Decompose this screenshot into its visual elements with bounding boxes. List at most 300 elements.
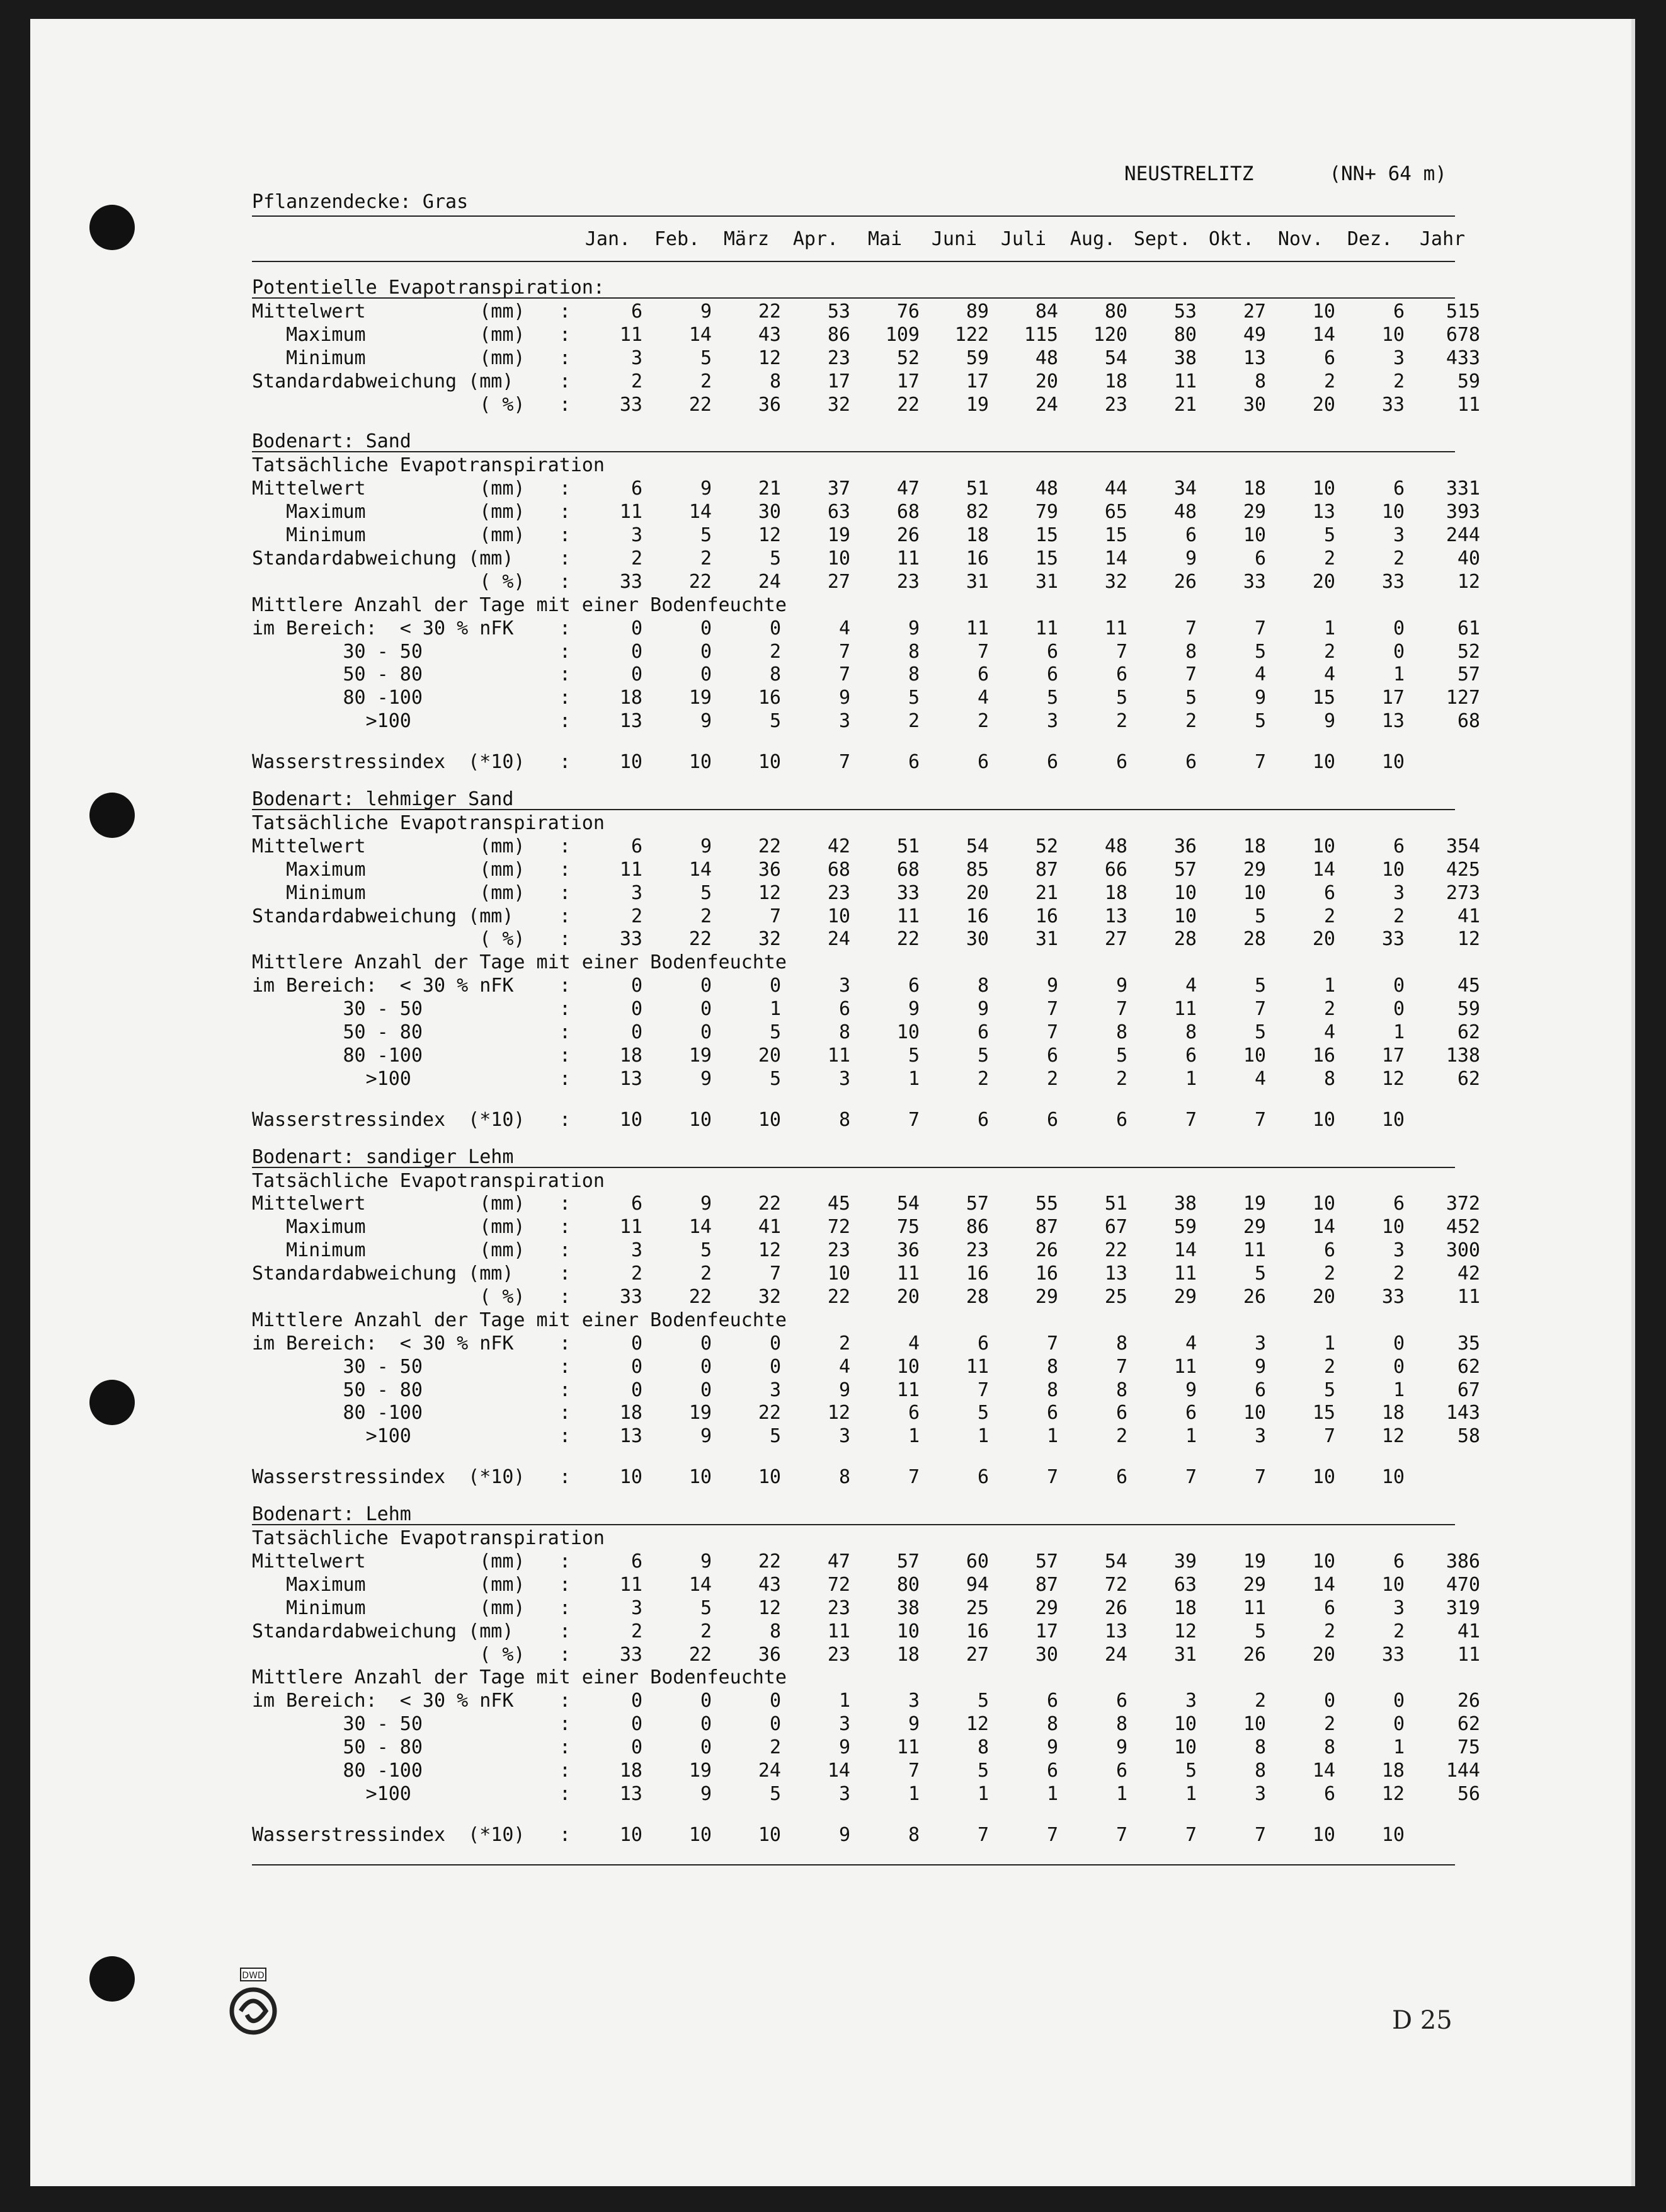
cell-value: 21 <box>1035 881 1058 904</box>
cell-value: 19 <box>688 1760 712 1782</box>
cell-value: 17 <box>827 370 850 393</box>
cell-value: 244 <box>1446 524 1480 547</box>
cell-value: 18 <box>619 1044 642 1067</box>
cell-value: 0 <box>630 663 642 686</box>
cell-value: 11 <box>1457 1643 1480 1666</box>
table-row <box>252 1239 1480 1262</box>
cell-value: 9 <box>700 1193 712 1215</box>
table-row <box>252 370 1480 393</box>
cell-value: 33 <box>619 393 642 416</box>
cell-value: 22 <box>896 393 920 416</box>
spacer <box>252 1091 1455 1108</box>
table-body <box>252 277 1480 1865</box>
cell-value: 0 <box>769 617 781 639</box>
cell-value: 51 <box>896 835 920 857</box>
cell-value: 8 <box>1185 640 1197 663</box>
cell-value: 34 <box>1173 478 1197 500</box>
cell-value: 7 <box>1046 1332 1058 1355</box>
row-colon: : <box>559 998 571 1021</box>
cell-value: 18 <box>619 1402 642 1424</box>
row-colon: : <box>559 501 571 524</box>
row-colon: : <box>559 640 571 663</box>
cell-value: 36 <box>1173 835 1197 857</box>
cell-value: 354 <box>1446 835 1480 857</box>
cell-value: 515 <box>1446 300 1480 323</box>
row-label: 50 - 80 <box>252 1021 514 1043</box>
cell-value: 3 <box>1393 524 1405 547</box>
cell-value: 16 <box>966 905 989 927</box>
cell-value: 8 <box>908 1823 920 1846</box>
cell-value: 13 <box>1104 1263 1127 1285</box>
row-label: Standardabweichung (mm) <box>252 905 514 927</box>
cell-value: 7 <box>838 640 850 663</box>
cell-value: 32 <box>758 1286 781 1308</box>
cell-value: 1 <box>838 1690 850 1712</box>
cell-value: 23 <box>827 881 850 904</box>
cell-value: 43 <box>758 1573 781 1596</box>
cell-value: 372 <box>1446 1193 1480 1215</box>
cell-value: 10 <box>1173 1713 1197 1736</box>
cell-value: 36 <box>758 1643 781 1666</box>
cell-value: 6 <box>1185 1044 1197 1067</box>
row-label: Minimum (mm) <box>252 1596 525 1619</box>
row-label: Minimum (mm) <box>252 524 525 547</box>
cell-value: 16 <box>1312 1044 1335 1067</box>
cell-value: 0 <box>769 1713 781 1736</box>
cell-value: 15 <box>1312 1402 1335 1424</box>
cell-value: 11 <box>1173 1355 1197 1378</box>
cell-value: 4 <box>1185 1332 1197 1355</box>
cell-value: 0 <box>700 1332 712 1355</box>
cell-value: 24 <box>1035 393 1058 416</box>
row-colon: : <box>559 1044 571 1067</box>
cell-value: 10 <box>688 1823 712 1846</box>
cell-value: 9 <box>977 998 989 1021</box>
cell-value: 115 <box>1024 323 1058 346</box>
table-row <box>252 927 1480 951</box>
cell-value: 5 <box>700 524 712 547</box>
cell-value: 5 <box>700 347 712 369</box>
row-colon: : <box>559 710 571 733</box>
row-label: Standardabweichung (mm) <box>252 1620 514 1642</box>
cell-value: 36 <box>758 393 781 416</box>
cell-value: 14 <box>1173 1239 1197 1262</box>
cell-value: 29 <box>1035 1286 1058 1308</box>
row-label: 50 - 80 <box>252 663 514 686</box>
cell-value: 6 <box>1046 663 1058 686</box>
row-label: Mittelwert (mm) <box>252 835 525 857</box>
cell-value: 2 <box>700 547 712 570</box>
cell-value: 59 <box>1173 1216 1197 1239</box>
cell-value: 12 <box>1381 1782 1405 1805</box>
cell-value: 14 <box>1312 858 1335 881</box>
cell-value: 0 <box>630 998 642 1021</box>
cell-value: 2 <box>630 905 642 927</box>
cell-value: 2 <box>1185 710 1197 733</box>
cell-value: 2 <box>1323 998 1335 1021</box>
cell-value: 48 <box>1173 501 1197 524</box>
row-label: im Bereich: < 30 % nFK <box>252 975 514 997</box>
cell-value: 14 <box>827 1760 850 1782</box>
cell-value: 20 <box>1312 1643 1335 1666</box>
cell-value: 386 <box>1446 1550 1480 1573</box>
table-row <box>252 347 1480 370</box>
cell-value: 0 <box>700 640 712 663</box>
row-label: Mittelwert (mm) <box>252 1193 525 1215</box>
cell-value: 2 <box>1393 1620 1405 1642</box>
cell-value: 10 <box>758 1823 781 1846</box>
cell-value: 6 <box>1046 1760 1058 1782</box>
cell-value: 9 <box>1115 1736 1127 1759</box>
cell-value: 7 <box>1046 1823 1058 1846</box>
cell-value: 7 <box>908 1760 920 1782</box>
cell-value: 13 <box>619 710 642 733</box>
row-colon: : <box>559 1550 571 1573</box>
cell-value: 3 <box>1393 1596 1405 1619</box>
row-label: ( %) <box>252 570 525 593</box>
row-label: ( %) <box>252 1643 525 1666</box>
cell-value: 15 <box>1104 524 1127 547</box>
row-label: 50 - 80 <box>252 1378 514 1401</box>
cell-value: 9 <box>1185 547 1197 570</box>
cell-value: 57 <box>896 1550 920 1573</box>
cell-value: 3 <box>630 1596 642 1619</box>
cell-value: 9 <box>838 1378 850 1401</box>
cell-value: 86 <box>966 1216 989 1239</box>
row-label: >100 <box>252 710 514 733</box>
cell-value: 33 <box>1381 570 1405 593</box>
cell-value: 10 <box>758 1108 781 1131</box>
table-row <box>252 1782 1480 1806</box>
cell-value: 31 <box>1035 570 1058 593</box>
cell-value: 63 <box>827 501 850 524</box>
table-row <box>252 1573 1480 1596</box>
cell-value: 0 <box>1393 1690 1405 1712</box>
cell-value: 31 <box>1035 928 1058 951</box>
cell-value: 9 <box>1115 975 1127 997</box>
cell-value: 29 <box>1243 1573 1266 1596</box>
page-number: D 25 <box>1392 2006 1452 2035</box>
row-colon: : <box>559 1108 571 1131</box>
cell-value: 8 <box>838 1021 850 1043</box>
cell-value: 678 <box>1446 323 1480 346</box>
cell-value: 10 <box>1312 1466 1335 1489</box>
cell-value: 4 <box>908 1332 920 1355</box>
row-label: Minimum (mm) <box>252 347 525 369</box>
cell-value: 6 <box>630 478 642 500</box>
table-row <box>252 1285 1480 1309</box>
cell-value: 8 <box>838 1108 850 1131</box>
subsection-title: Tatsächliche Evapotranspiration <box>252 454 605 477</box>
cell-value: 9 <box>1046 1736 1058 1759</box>
cell-value: 2 <box>1323 1620 1335 1642</box>
table-row <box>252 547 1480 570</box>
cell-value: 7 <box>1254 1823 1266 1846</box>
cell-value: 6 <box>1393 300 1405 323</box>
cell-value: 14 <box>1312 1760 1335 1782</box>
cell-value: 48 <box>1104 835 1127 857</box>
table-row <box>252 300 1480 323</box>
cell-value: 17 <box>1035 1620 1058 1642</box>
cell-value: 11 <box>827 1620 850 1642</box>
cell-value: 10 <box>1243 1044 1266 1067</box>
cell-value: 33 <box>1381 1643 1405 1666</box>
cell-value: 5 <box>1115 1044 1127 1067</box>
cell-value: 61 <box>1457 617 1480 639</box>
cell-value: 1 <box>908 1782 920 1805</box>
cell-value: 22 <box>758 1193 781 1215</box>
cell-value: 52 <box>896 347 920 369</box>
cell-value: 22 <box>758 835 781 857</box>
cell-value: 10 <box>1173 881 1197 904</box>
spacer <box>252 1806 1455 1823</box>
cell-value: 72 <box>827 1573 850 1596</box>
cell-value: 39 <box>1173 1550 1197 1573</box>
cell-value: 33 <box>619 1643 642 1666</box>
cell-value: 6 <box>1185 751 1197 774</box>
cell-value: 48 <box>1035 347 1058 369</box>
cell-value: 22 <box>758 300 781 323</box>
row-colon: : <box>559 370 571 393</box>
row-label: Mittelwert (mm) <box>252 478 525 500</box>
cell-value: 7 <box>1185 1466 1197 1489</box>
cell-value: 41 <box>758 1216 781 1239</box>
row-colon: : <box>559 1596 571 1619</box>
cell-value: 109 <box>885 323 920 346</box>
cell-value: 331 <box>1446 478 1480 500</box>
cell-value: 2 <box>1393 1263 1405 1285</box>
cell-value: 8 <box>1046 1378 1058 1401</box>
row-label: Standardabweichung (mm) <box>252 1263 514 1285</box>
cell-value: 2 <box>1323 640 1335 663</box>
cell-value: 21 <box>758 478 781 500</box>
table-row <box>252 1067 1480 1091</box>
cell-value: 10 <box>1381 1108 1405 1131</box>
cell-value: 7 <box>1115 640 1127 663</box>
cell-value: 0 <box>630 1736 642 1759</box>
cell-value: 11 <box>966 617 989 639</box>
spacer <box>252 733 1455 750</box>
cell-value: 1 <box>769 998 781 1021</box>
cell-value: 4 <box>977 687 989 709</box>
cell-value: 7 <box>908 1108 920 1131</box>
cell-value: 10 <box>1173 1736 1197 1759</box>
row-label: 30 - 50 <box>252 1713 514 1736</box>
row-colon: : <box>559 1760 571 1782</box>
cell-value: 0 <box>1393 998 1405 1021</box>
cell-value: 5 <box>908 1044 920 1067</box>
cell-value: 5 <box>769 1067 781 1090</box>
cell-value: 10 <box>1381 1466 1405 1489</box>
cell-value: 3 <box>1254 1782 1266 1805</box>
cell-value: 19 <box>1243 1550 1266 1573</box>
cell-value: 0 <box>1393 975 1405 997</box>
cell-value: 22 <box>1104 1239 1127 1262</box>
cell-value: 11 <box>1104 617 1127 639</box>
cell-value: 23 <box>827 1596 850 1619</box>
cell-value: 29 <box>1243 501 1266 524</box>
cell-value: 27 <box>827 570 850 593</box>
cell-value: 56 <box>1457 1782 1480 1805</box>
cell-value: 7 <box>1185 1823 1197 1846</box>
table-row <box>252 1193 1480 1216</box>
row-colon: : <box>559 1425 571 1448</box>
cell-value: 18 <box>1104 370 1127 393</box>
cell-value: 23 <box>827 347 850 369</box>
divider <box>252 1524 1455 1525</box>
month-header: März <box>723 227 770 250</box>
cell-value: 6 <box>1046 1108 1058 1131</box>
cell-value: 10 <box>1381 1573 1405 1596</box>
cell-value: 31 <box>1173 1643 1197 1666</box>
cell-value: 41 <box>1457 1620 1480 1642</box>
cell-value: 9 <box>700 710 712 733</box>
cell-value: 6 <box>977 663 989 686</box>
cell-value: 24 <box>1104 1643 1127 1666</box>
cell-value: 9 <box>700 1067 712 1090</box>
cell-value: 6 <box>1323 347 1335 369</box>
cell-value: 66 <box>1104 858 1127 881</box>
cell-value: 3 <box>630 881 642 904</box>
row-label: Wasserstressindex (*10) <box>252 751 525 774</box>
cell-value: 9 <box>700 1425 712 1448</box>
cell-value: 10 <box>896 1021 920 1043</box>
cell-value: 7 <box>1254 998 1266 1021</box>
stress-row <box>252 1465 1455 1489</box>
cell-value: 20 <box>1312 570 1335 593</box>
cell-value: 54 <box>1104 347 1127 369</box>
cell-value: 89 <box>966 300 989 323</box>
table-row <box>252 1759 1480 1782</box>
cell-value: 3 <box>769 1378 781 1401</box>
cell-value: 10 <box>896 1620 920 1642</box>
cell-value: 11 <box>1457 393 1480 416</box>
cell-value: 3 <box>1254 1332 1266 1355</box>
row-label: 80 -100 <box>252 1402 514 1424</box>
cell-value: 7 <box>977 1823 989 1846</box>
cell-value: 11 <box>896 1263 920 1285</box>
cell-value: 26 <box>1243 1286 1266 1308</box>
cell-value: 14 <box>1312 1216 1335 1239</box>
cell-value: 8 <box>1254 1736 1266 1759</box>
cell-value: 3 <box>630 1239 642 1262</box>
cell-value: 22 <box>896 928 920 951</box>
row-colon: : <box>559 1216 571 1239</box>
table-row <box>252 640 1480 663</box>
cell-value: 2 <box>1393 370 1405 393</box>
cell-value: 6 <box>1046 1690 1058 1712</box>
station-name: NEUSTRELITZ <box>1124 163 1254 185</box>
cell-value: 84 <box>1035 300 1058 323</box>
cell-value: 14 <box>688 323 712 346</box>
row-colon: : <box>559 524 571 547</box>
cell-value: 10 <box>688 751 712 774</box>
row-colon: : <box>559 1782 571 1805</box>
cell-value: 11 <box>619 858 642 881</box>
cell-value: 1 <box>1185 1782 1197 1805</box>
cell-value: 3 <box>838 975 850 997</box>
cell-value: 0 <box>630 617 642 639</box>
cell-value: 6 <box>977 1021 989 1043</box>
cell-value: 11 <box>896 1378 920 1401</box>
cell-value: 85 <box>966 858 989 881</box>
cell-value: 2 <box>769 640 781 663</box>
cell-value: 7 <box>1254 1108 1266 1131</box>
cell-value: 6 <box>1046 1044 1058 1067</box>
table-row <box>252 974 1480 997</box>
cell-value: 6 <box>908 975 920 997</box>
cell-value: 300 <box>1446 1239 1480 1262</box>
cell-value: 10 <box>1312 1108 1335 1131</box>
cell-value: 7 <box>1254 1466 1266 1489</box>
cell-value: 2 <box>1323 547 1335 570</box>
cell-value: 33 <box>1381 1286 1405 1308</box>
cell-value: 25 <box>966 1596 989 1619</box>
cell-value: 32 <box>758 928 781 951</box>
row-colon: : <box>559 1021 571 1043</box>
cell-value: 6 <box>1254 1378 1266 1401</box>
cell-value: 65 <box>1104 501 1127 524</box>
cell-value: 11 <box>966 1355 989 1378</box>
cell-value: 10 <box>1312 1823 1335 1846</box>
cell-value: 7 <box>1185 1108 1197 1131</box>
cell-value: 11 <box>1173 998 1197 1021</box>
cell-value: 470 <box>1446 1573 1480 1596</box>
station-header <box>1124 163 1447 185</box>
table-row <box>252 1424 1480 1448</box>
cell-value: 8 <box>838 1466 850 1489</box>
cell-value: 13 <box>1312 501 1335 524</box>
row-colon: : <box>559 1823 571 1846</box>
cell-value: 30 <box>758 501 781 524</box>
cell-value: 0 <box>700 1378 712 1401</box>
cell-value: 5 <box>1046 687 1058 709</box>
cell-value: 12 <box>758 1239 781 1262</box>
cell-value: 62 <box>1457 1021 1480 1043</box>
table-row <box>252 1355 1480 1378</box>
cell-value: 18 <box>1243 478 1266 500</box>
cell-value: 67 <box>1104 1216 1127 1239</box>
row-label: Minimum (mm) <box>252 1239 525 1262</box>
cell-value: 54 <box>1104 1550 1127 1573</box>
cell-value: 2 <box>1393 905 1405 927</box>
cell-value: 22 <box>758 1402 781 1424</box>
cell-value: 0 <box>1393 1713 1405 1736</box>
month-header: Apr. <box>792 227 839 250</box>
cell-value: 63 <box>1173 1573 1197 1596</box>
row-colon: : <box>559 975 571 997</box>
cell-value: 0 <box>1393 1332 1405 1355</box>
table-row <box>252 393 1480 416</box>
cell-value: 82 <box>966 501 989 524</box>
table-row <box>252 1596 1480 1620</box>
cell-value: 6 <box>1115 1760 1127 1782</box>
stress-row <box>252 1823 1455 1847</box>
cell-value: 10 <box>688 1466 712 1489</box>
cell-value: 22 <box>827 1286 850 1308</box>
cell-value: 120 <box>1093 323 1127 346</box>
cell-value: 8 <box>1115 1713 1127 1736</box>
cell-value: 14 <box>688 1216 712 1239</box>
cell-value: 1 <box>1046 1425 1058 1448</box>
cell-value: 11 <box>1035 617 1058 639</box>
cell-value: 9 <box>1254 687 1266 709</box>
divider <box>252 451 1455 452</box>
table-row <box>252 858 1480 881</box>
cell-value: 52 <box>1457 640 1480 663</box>
divider <box>252 261 1455 262</box>
cell-value: 16 <box>966 1263 989 1285</box>
